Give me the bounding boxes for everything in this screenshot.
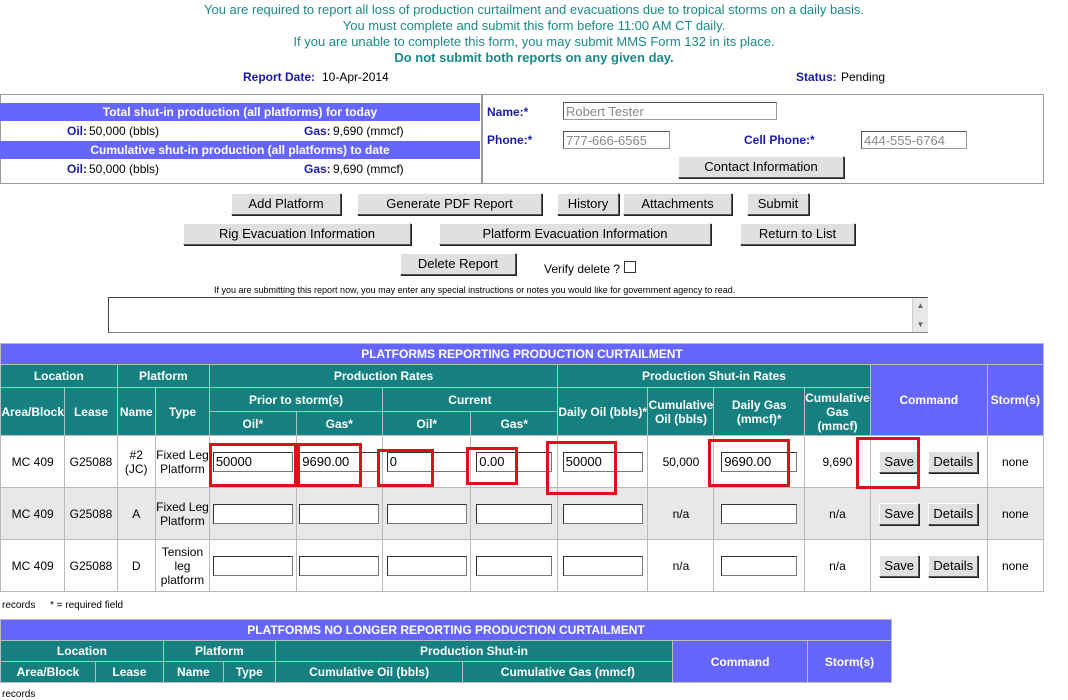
- verify-delete-checkbox[interactable]: [624, 261, 636, 273]
- row-area: MC 409: [1, 436, 65, 488]
- prior-gas-input[interactable]: [299, 556, 379, 576]
- daily-oil-input[interactable]: [563, 452, 643, 472]
- h-current-oil: Oil*: [383, 412, 471, 436]
- required-note: * = required field: [50, 600, 124, 611]
- add-platform-button[interactable]: Add Platform: [231, 193, 341, 215]
- contact-information-button[interactable]: Contact Information: [678, 156, 844, 178]
- daily-oil-input[interactable]: [563, 556, 643, 576]
- return-to-list-button[interactable]: Return to List: [740, 223, 855, 245]
- row-cum-gas: n/a: [804, 540, 870, 592]
- row-area: MC 409: [1, 540, 65, 592]
- current-oil-input[interactable]: [387, 556, 467, 576]
- cum-gas-label: Gas:: [304, 162, 331, 176]
- row-lease: G25088: [65, 540, 117, 592]
- h-prior: Prior to storm(s): [210, 388, 383, 412]
- cumulative-row: [0, 160, 480, 178]
- h-daily-gas: Daily Gas (mmcf)*: [714, 388, 804, 436]
- nl-h-location: Location: [1, 641, 164, 662]
- row-type: Fixed Leg Platform: [155, 488, 209, 540]
- h-prior-oil: Oil*: [210, 412, 296, 436]
- notice-line-3: If you are unable to complete this form, you may submit MMS Form 132 in its place.: [293, 34, 775, 49]
- report-date: 10-Apr-2014: [322, 70, 389, 84]
- h-production-rates: Production Rates: [210, 365, 558, 388]
- row-command: [870, 436, 987, 488]
- nl-h-lease: Lease: [95, 662, 163, 683]
- notice-line-1: You are required to report all loss of production curtailment and evacuations due to tropical storms on a daily basis.: [204, 2, 864, 17]
- notice-line-2: You must complete and submit this form before 11:00 AM CT daily.: [342, 18, 726, 33]
- details-button[interactable]: Details: [928, 555, 978, 577]
- rig-evacuation-button[interactable]: Rig Evacuation Information: [183, 223, 411, 245]
- cum-gas: 9,690 (mmcf): [333, 162, 404, 176]
- h-storms: Storm(s): [987, 365, 1043, 436]
- row-area: MC 409: [1, 488, 65, 540]
- row-name: D: [117, 540, 155, 592]
- row-cum-gas: n/a: [804, 488, 870, 540]
- prior-gas-input[interactable]: [299, 452, 379, 472]
- nl-h-command: Command: [673, 641, 808, 683]
- table-row: [1, 488, 1044, 540]
- h-current-gas: Gas*: [471, 412, 557, 436]
- row-cum-oil: n/a: [648, 540, 714, 592]
- h-lease: Lease: [65, 388, 117, 436]
- h-cum-gas: Cumulative Gas (mmcf): [804, 388, 870, 436]
- submit-button[interactable]: Submit: [747, 193, 809, 215]
- row-command: [870, 488, 987, 540]
- save-button[interactable]: Save: [879, 503, 919, 525]
- row-lease: G25088: [65, 488, 117, 540]
- nl-h-platform: Platform: [163, 641, 275, 662]
- current-oil-input[interactable]: [387, 504, 467, 524]
- daily-gas-input[interactable]: [721, 556, 797, 576]
- prior-oil-input[interactable]: [213, 452, 293, 472]
- row-cum-gas: 9,690: [804, 436, 870, 488]
- current-oil-input[interactable]: [387, 452, 467, 472]
- h-cum-oil: Cumulative Oil (bbls): [648, 388, 714, 436]
- nl-h-storms: Storm(s): [808, 641, 892, 683]
- report-date-label: Report Date:: [243, 70, 316, 84]
- h-area-block: Area/Block: [1, 388, 65, 436]
- prior-oil-input[interactable]: [213, 504, 293, 524]
- h-daily-oil: Daily Oil (bbls)*: [557, 388, 647, 436]
- nl-h-area: Area/Block: [1, 662, 96, 683]
- nl-h-cum-oil: Cumulative Oil (bbls): [275, 662, 463, 683]
- nl-h-name: Name: [163, 662, 223, 683]
- row-storms: none: [987, 436, 1043, 488]
- row-command: [870, 540, 987, 592]
- no-longer-table-title: PLATFORMS NO LONGER REPORTING PRODUCTION CURTAILMENT: [1, 620, 892, 641]
- daily-gas-input[interactable]: [721, 504, 797, 524]
- today-gas: 9,690 (mmcf): [333, 124, 404, 138]
- daily-oil-input[interactable]: [563, 504, 643, 524]
- status-value: Pending: [841, 70, 886, 84]
- row-storms: none: [987, 540, 1043, 592]
- nl-h-shutin: Production Shut-in: [275, 641, 672, 662]
- h-command: Command: [870, 365, 987, 436]
- current-gas-input[interactable]: [476, 504, 552, 524]
- row-cum-oil: n/a: [648, 488, 714, 540]
- phone-label: Phone:*: [487, 133, 533, 147]
- cum-oil: 50,000 (bbls): [89, 162, 160, 176]
- records-note: records: [2, 600, 36, 611]
- cumulative-header: Cumulative shut-in production (all platforms) to date: [0, 141, 480, 159]
- cell-phone-input[interactable]: [861, 131, 967, 149]
- h-name: Name: [117, 388, 155, 436]
- details-button[interactable]: Details: [928, 503, 978, 525]
- h-type: Type: [155, 388, 209, 436]
- daily-gas-input[interactable]: [721, 452, 797, 472]
- prior-oil-input[interactable]: [213, 556, 293, 576]
- status-label: Status:: [796, 70, 837, 84]
- h-current: Current: [383, 388, 558, 412]
- row-cum-oil: 50,000: [648, 436, 714, 488]
- row-type: Tension leg platform: [155, 540, 209, 592]
- today-header: Total shut-in production (all platforms) for today: [0, 103, 480, 121]
- delete-report-button[interactable]: Delete Report: [400, 253, 516, 275]
- notes-scrollbar[interactable]: [912, 298, 928, 332]
- bottom-records-note: records: [2, 689, 36, 700]
- save-button[interactable]: Save: [879, 451, 919, 473]
- save-button[interactable]: Save: [879, 555, 919, 577]
- nl-h-cum-gas: Cumulative Gas (mmcf): [463, 662, 673, 683]
- row-type: Fixed Leg Platform: [155, 436, 209, 488]
- attachments-button[interactable]: Attachments: [623, 193, 732, 215]
- h-location: Location: [1, 365, 118, 388]
- h-platform: Platform: [117, 365, 209, 388]
- row-storms: none: [987, 488, 1043, 540]
- today-row: [0, 122, 480, 140]
- scroll-up-icon[interactable]: ▲: [916, 301, 925, 310]
- row-name: #2 (JC): [117, 436, 155, 488]
- history-button[interactable]: History: [557, 193, 619, 215]
- table-row: [1, 436, 1044, 488]
- row-name: A: [117, 488, 155, 540]
- platform-evacuation-button[interactable]: Platform Evacuation Information: [439, 223, 711, 245]
- details-button[interactable]: Details: [928, 451, 978, 473]
- no-longer-table: [0, 619, 892, 683]
- row-lease: G25088: [65, 436, 117, 488]
- name-input[interactable]: [563, 102, 777, 120]
- today-oil-label: Oil:: [67, 124, 87, 138]
- reporting-table: [0, 343, 1044, 592]
- notes-textarea[interactable]: [108, 297, 928, 333]
- today-gas-label: Gas:: [304, 124, 331, 138]
- current-gas-input[interactable]: [476, 452, 552, 472]
- prior-gas-input[interactable]: [299, 504, 379, 524]
- current-gas-input[interactable]: [476, 556, 552, 576]
- today-oil: 50,000 (bbls): [89, 124, 160, 138]
- name-label: Name:*: [487, 105, 529, 119]
- notice-line-4: Do not submit both reports on any given day.: [394, 50, 674, 65]
- phone-input[interactable]: [563, 131, 670, 149]
- scroll-down-icon[interactable]: ▼: [916, 320, 925, 329]
- h-shutin-rates: Production Shut-in Rates: [557, 365, 870, 388]
- cell-phone-label: Cell Phone:*: [744, 133, 815, 147]
- notes-instruction: If you are submitting this report now, you may enter any special instructions or notes you would like for government agency to read.: [214, 285, 736, 295]
- nl-h-type: Type: [223, 662, 275, 683]
- reporting-table-title: PLATFORMS REPORTING PRODUCTION CURTAILMENT: [1, 344, 1044, 365]
- table-row: [1, 540, 1044, 592]
- verify-delete-label: Verify delete ?: [544, 262, 621, 276]
- h-prior-gas: Gas*: [296, 412, 382, 436]
- cum-oil-label: Oil:: [67, 162, 87, 176]
- generate-pdf-button[interactable]: Generate PDF Report: [357, 193, 542, 215]
